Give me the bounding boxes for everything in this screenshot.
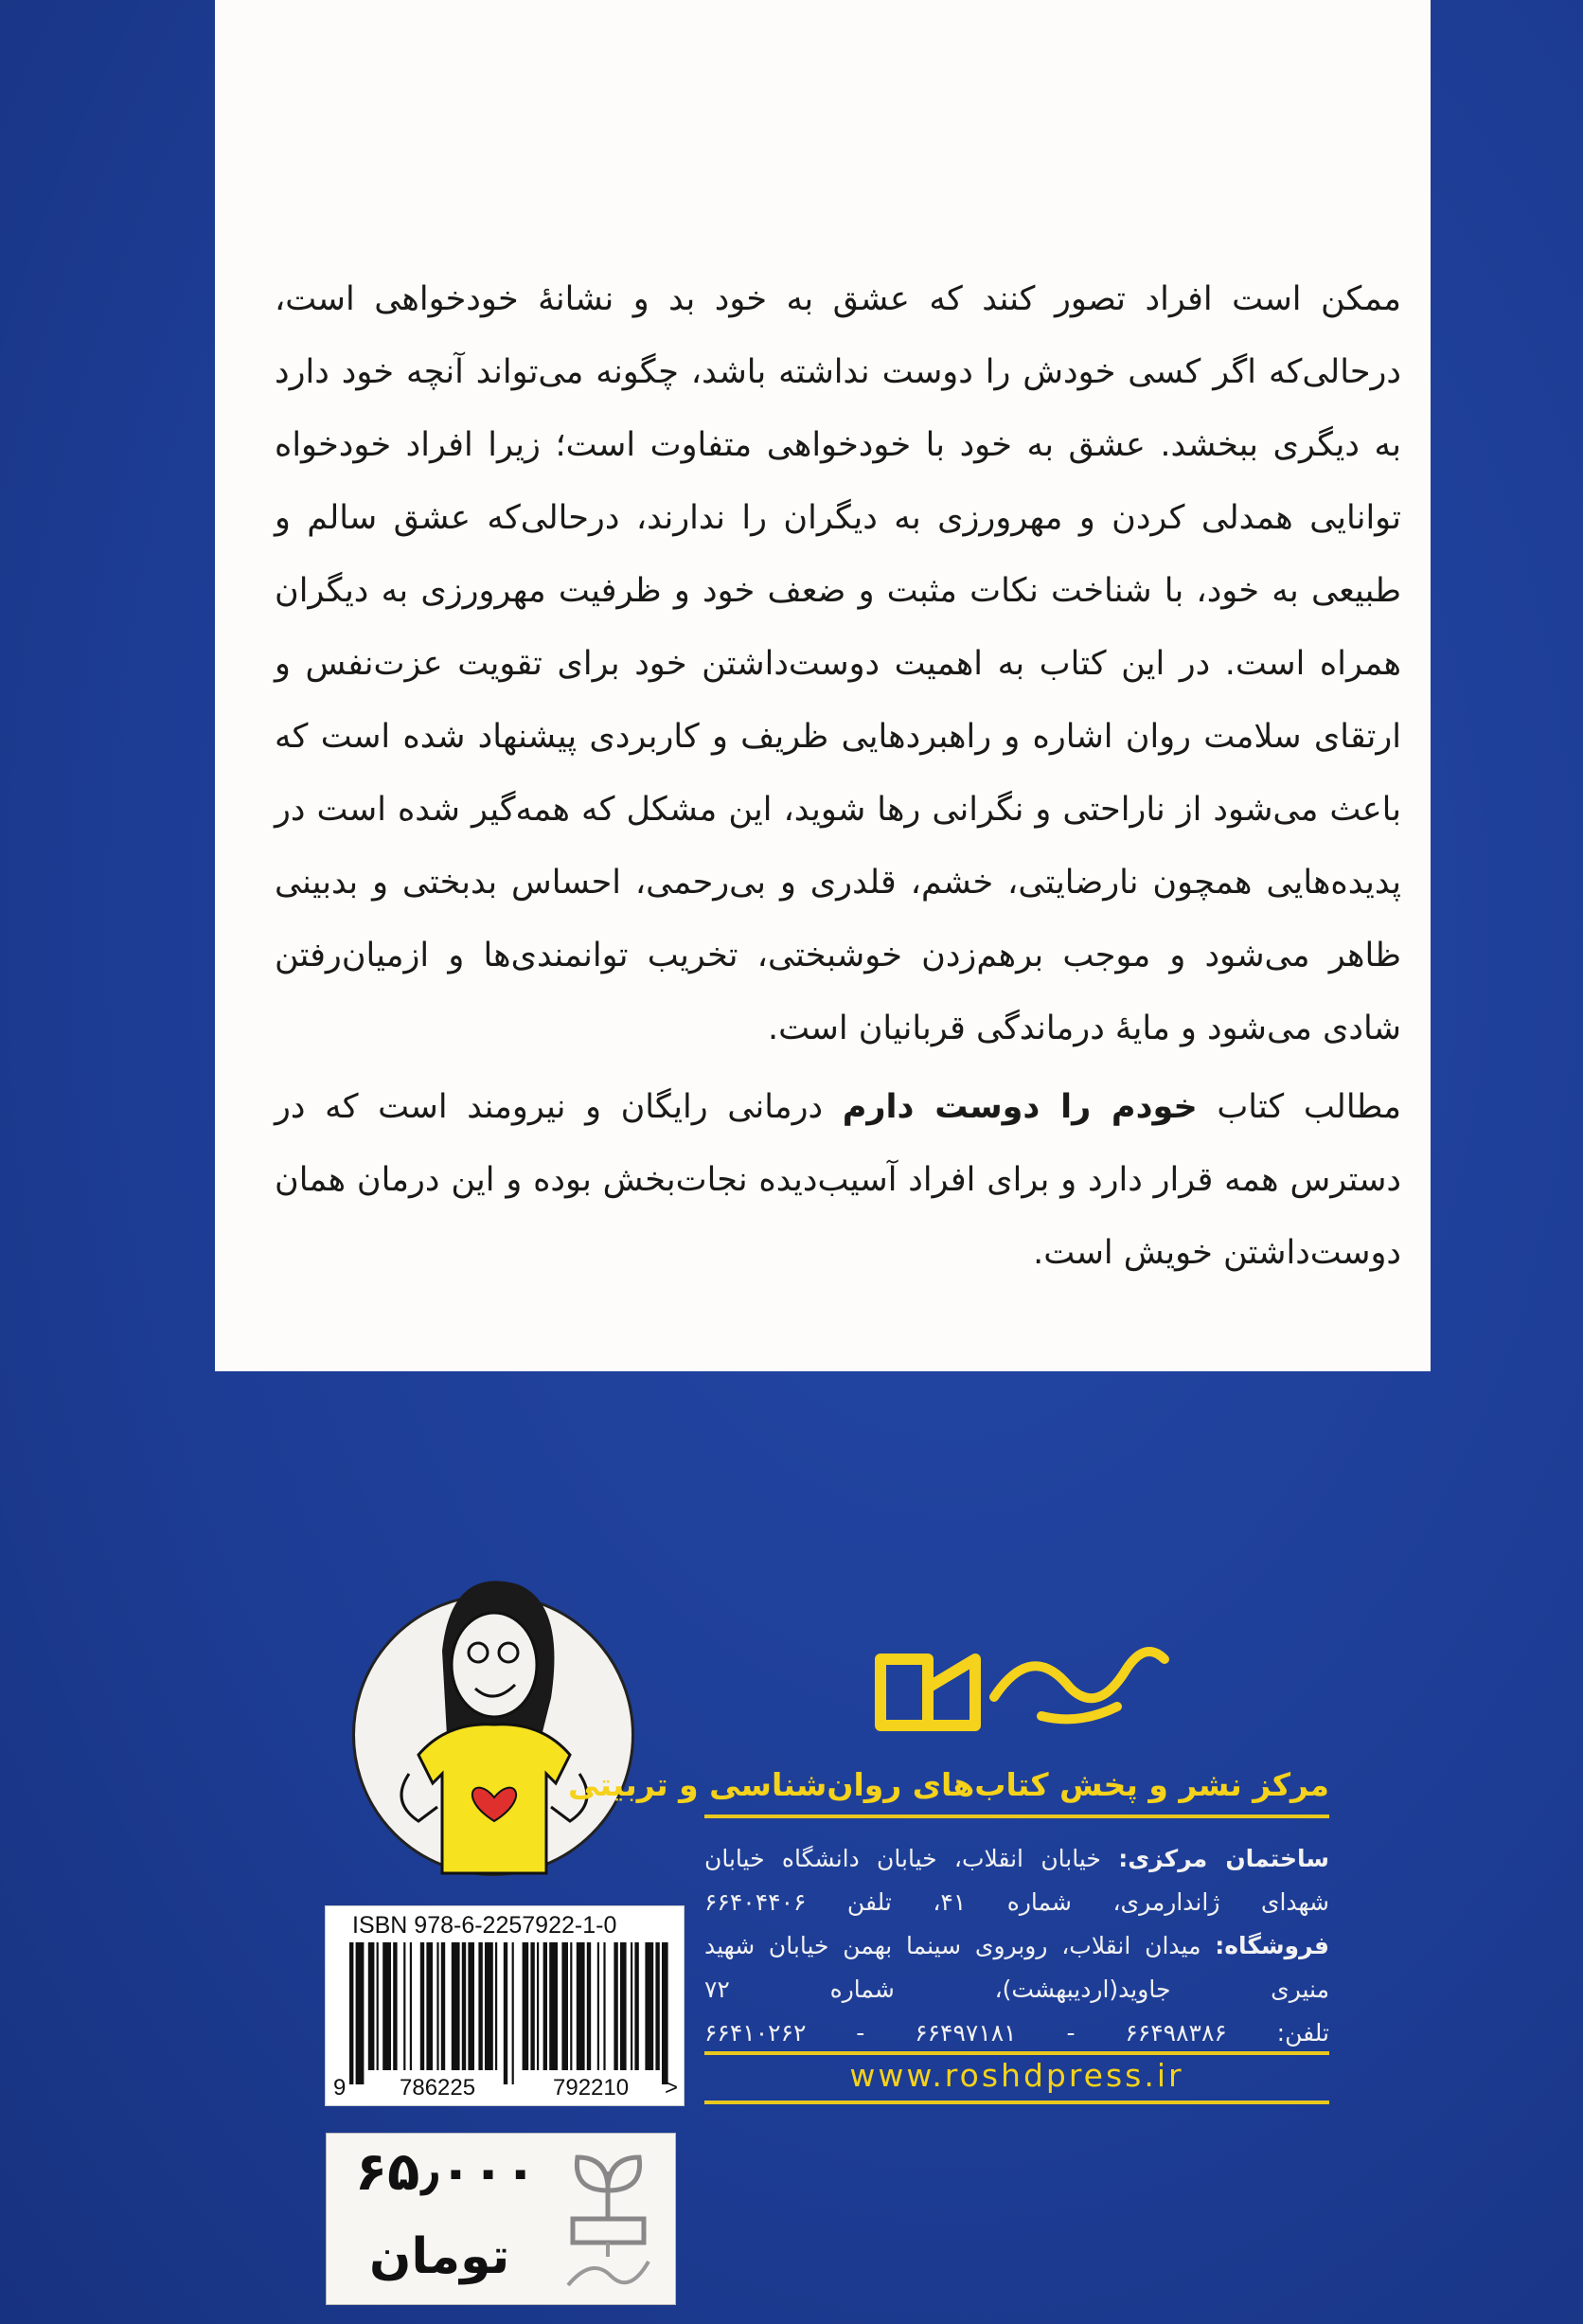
barcode-bars (349, 1942, 671, 2084)
barcode-end-mark: > (665, 2075, 679, 2101)
barcode-bar (426, 1942, 433, 2070)
website-link[interactable]: www.roshdpress.ir (849, 2057, 1184, 2094)
publisher-logo (871, 1631, 1174, 1735)
barcode-bar (530, 1942, 534, 2070)
barcode-bar (603, 1942, 605, 2070)
divider (704, 2101, 1329, 2104)
store-address-text: میدان انقلاب، روبروی سینما بهمن خیابان شهید منیری جاوید(اردیبهشت)، شماره ۷۲ (704, 1932, 1329, 2003)
barcode-bar (478, 1942, 482, 2070)
barcode-bar (620, 1942, 627, 2070)
barcode-bar (382, 1942, 391, 2070)
barcode-bar (561, 1942, 568, 2070)
store-label: فروشگاه: (1215, 1932, 1329, 1959)
blurb-paragraph-2 (275, 1071, 1401, 1290)
blurb-p2-end: درمانی رایگان و نیرومند است که در دسترس همه قرار دارد و برای افراد آسیب‌دیده نجات‌بخش بوده و این درمان همان دوست‌داشتن خویش است. (275, 1088, 1401, 1272)
barcode-bar (485, 1942, 493, 2070)
phone-numbers: تلفن: ۶۶۴۹۸۳۸۶ - ۶۶۴۹۷۱۸۱ - ۶۶۴۱۰۲۶۲ (704, 2019, 1329, 2047)
store-address (704, 1924, 1329, 2011)
hq-address-text: خیابان انقلاب، خیابان دانشگاه خیابان شهدای ژاندارمری، شماره ۴۱، تلفن ۶۶۴۰۴۴۰۶ (704, 1845, 1330, 1916)
book-title-inline: خودم را دوست دارم (842, 1088, 1198, 1126)
publisher-address (704, 1837, 1329, 2055)
barcode-digits-left: 786225 (400, 2075, 476, 2101)
barcode-bar (587, 1942, 591, 2070)
barcode-bar (462, 1942, 466, 2070)
barcode-bar (377, 1942, 379, 2070)
hq-label: ساختمان مرکزی: (1118, 1845, 1329, 1872)
divider (704, 2051, 1329, 2055)
price-sticker (326, 2133, 676, 2305)
barcode-bar (403, 1942, 405, 2070)
barcode-bar (512, 1942, 514, 2084)
isbn-barcode (325, 1905, 685, 2106)
character-illustration (352, 1594, 634, 1876)
price-amount: ۶۵٫۰۰۰ (355, 2141, 537, 2203)
barcode-bar (537, 1942, 539, 2070)
barcode-bar (523, 1942, 529, 2070)
blurb-text (275, 263, 1401, 1296)
barcode-bar (543, 1942, 547, 2070)
blurb-p2-start: مطالب کتاب (1217, 1088, 1401, 1126)
blurb-paragraph-1: ممکن است افراد تصور کنند که عشق به خود بد و نشانهٔ خودخواهی است، درحالی‌که اگر کسی خودش را دوست نداشته باشد، چگونه می‌تواند آنچه خود دارد به دیگری ببخشد. عشق به خود با خودخواهی متفاوت است؛ زیرا افراد خودخواه توانایی همدلی کردن و مهرورزی به دیگران را ندارند، درحالی‌که عشق سالم و طبیعی به خود، با شناخت نکات مثبت و ضعف خود و ظرفیت مهرورزی به دیگران همراه است. در این کتاب به اهمیت دوست‌داشتن خود برای تقویت عزت‌نفس و ارتقای سلامت روان اشاره و راهبردهایی ظریف و کاربردی پیشنهاد شده است که باعث می‌شود از ناراحتی و نگرانی رها شوید، این مشکل که همه‌گیر شده است در پدیده‌هایی همچون نارضایتی، خشم، قلدری و بی‌رحمی، احساس بدبختی و بدبینی ظاهر می‌شود و موجب برهم‌زدن خوشبختی، تخریب توانمندی‌ها و ازمیان‌رفتن شادی می‌شود و مایهٔ درماندگی قربانیان است. (275, 280, 1401, 1047)
hq-address (704, 1837, 1329, 1924)
barcode-bar (410, 1942, 412, 2070)
barcode-bar (655, 1942, 659, 2070)
divider (704, 1815, 1329, 1818)
barcode-bar (634, 1942, 638, 2070)
barcode-bar (368, 1942, 375, 2070)
price-currency: تومان (369, 2228, 510, 2285)
barcode-bar (549, 1942, 558, 2070)
barcode-bar (645, 1942, 653, 2070)
publisher-tagline: مرکز نشر و پخش کتاب‌های روان‌شناسی و تربیتی (568, 1766, 1329, 1803)
publisher-stamp-icon (554, 2143, 663, 2299)
barcode-bar (614, 1942, 617, 2070)
barcode-bar (577, 1942, 585, 2070)
barcode-bar (452, 1942, 460, 2070)
barcode-bar (504, 1942, 507, 2084)
barcode-bar (662, 1942, 668, 2084)
barcode-bar (420, 1942, 424, 2070)
barcode-bar (356, 1942, 365, 2084)
barcode-bar (441, 1942, 445, 2070)
barcode-digit-first: 9 (333, 2075, 347, 2101)
barcode-bar (436, 1942, 438, 2070)
barcode-bar (631, 1942, 632, 2070)
barcode-bar (495, 1942, 497, 2070)
barcode-bar (349, 1942, 353, 2084)
barcode-bar (597, 1942, 599, 2070)
barcode-bar (468, 1942, 474, 2070)
isbn-number: ISBN 978-6-2257922-1-0 (352, 1912, 617, 1939)
barcode-bar (393, 1942, 397, 2070)
barcode-digits-right: 792210 (553, 2075, 630, 2101)
barcode-bar (570, 1942, 572, 2070)
